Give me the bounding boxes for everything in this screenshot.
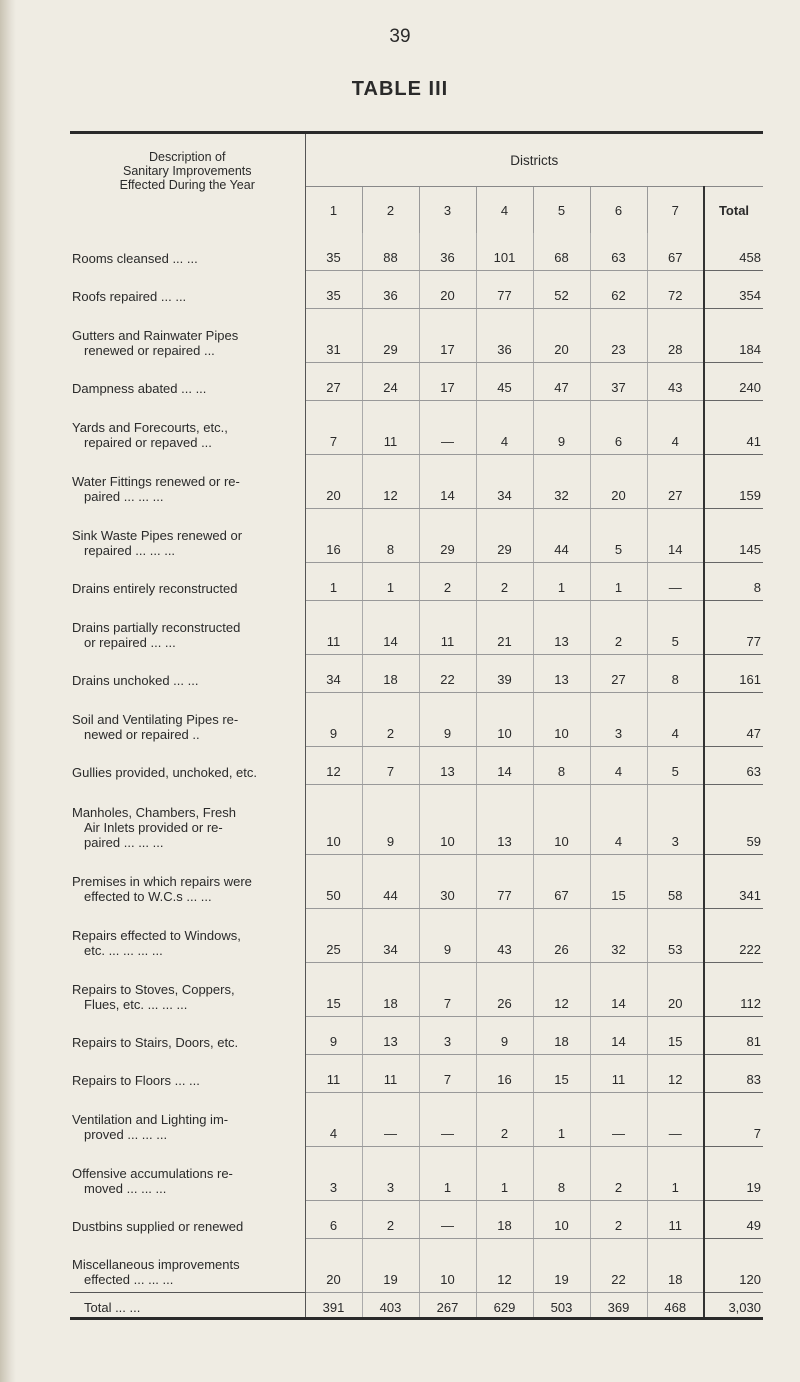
row-label-line: etc. ... ... ... ...	[84, 942, 163, 958]
row-label-line: Rooms cleansed ... ...	[72, 250, 198, 266]
row-label-line: Drains partially reconstructed	[72, 619, 241, 635]
cell-district-7: 4	[647, 401, 704, 455]
cell-district-6: 63	[590, 233, 647, 271]
cell-district-5: 13	[533, 655, 590, 693]
row-label	[70, 509, 305, 563]
cell-district-1: 20	[305, 1239, 362, 1293]
row-label	[70, 655, 305, 693]
cell-district-6: 20	[590, 455, 647, 509]
cell-district-2: 8	[362, 509, 419, 563]
cell-district-5: 26	[533, 909, 590, 963]
cell-district-7: 67	[647, 233, 704, 271]
description-header-line: Description of	[149, 150, 226, 164]
cell-district-7: 11	[647, 1201, 704, 1239]
row-label	[70, 1239, 305, 1293]
table-row	[70, 309, 763, 363]
row-label	[70, 363, 305, 401]
cell-district-5: 8	[533, 1147, 590, 1201]
table-row	[70, 785, 763, 855]
cell-district-6: 14	[590, 1017, 647, 1055]
row-label-line: or repaired ... ...	[84, 634, 176, 650]
row-label-line: Premises in which repairs were	[72, 873, 252, 889]
row-label	[70, 309, 305, 363]
cell-district-1: 3	[305, 1147, 362, 1201]
cell-district-7: 72	[647, 271, 704, 309]
cell-district-7: 1	[647, 1147, 704, 1201]
cell-district-4: 16	[476, 1055, 533, 1093]
description-header-line: Effected During the Year	[119, 178, 255, 192]
cell-district-2: 12	[362, 455, 419, 509]
cell-district-7: 8	[647, 655, 704, 693]
column-header-district-1: 1	[305, 187, 362, 234]
cell-district-3: 17	[419, 363, 476, 401]
table-row	[70, 401, 763, 455]
table-row	[70, 1017, 763, 1055]
description-header-line: Sanitary Improvements	[122, 164, 252, 178]
row-label	[70, 1055, 305, 1093]
cell-district-3: 2	[419, 563, 476, 601]
table-row	[70, 455, 763, 509]
cell-district-3: 9	[419, 909, 476, 963]
cell-district-2: 36	[362, 271, 419, 309]
row-label	[70, 909, 305, 963]
cell-district-2: 19	[362, 1239, 419, 1293]
row-label-line: Roofs repaired ... ...	[72, 288, 187, 304]
cell-district-6: 62	[590, 271, 647, 309]
cell-district-7: 5	[647, 747, 704, 785]
cell-district-1: 25	[305, 909, 362, 963]
cell-district-2: —	[362, 1093, 419, 1147]
total-label: Total ... ...	[70, 1293, 305, 1319]
row-label-line: repaired ... ... ...	[84, 542, 176, 558]
cell-district-5: 32	[533, 455, 590, 509]
cell-district-4: 43	[476, 909, 533, 963]
cell-district-3: 11	[419, 601, 476, 655]
cell-district-1: 12	[305, 747, 362, 785]
cell-district-4: 29	[476, 509, 533, 563]
cell-total: 63	[704, 747, 763, 785]
cell-district-6: 4	[590, 785, 647, 855]
cell-total: 145	[704, 509, 763, 563]
cell-district-5: 8	[533, 747, 590, 785]
cell-district-1: 1	[305, 563, 362, 601]
row-label-line: Repairs to Stairs, Doors, etc.	[72, 1034, 239, 1050]
cell-district-3: 29	[419, 509, 476, 563]
cell-district-2: 2	[362, 693, 419, 747]
cell-district-5: 52	[533, 271, 590, 309]
row-label-line: Repairs to Stoves, Coppers,	[72, 981, 235, 997]
row-label-line: Sink Waste Pipes renewed or	[72, 527, 243, 543]
cell-district-5: 47	[533, 363, 590, 401]
cell-district-2: 88	[362, 233, 419, 271]
cell-district-7: 58	[647, 855, 704, 909]
cell-district-3: 36	[419, 233, 476, 271]
cell-district-2: 24	[362, 363, 419, 401]
cell-district-1: 35	[305, 271, 362, 309]
table-row	[70, 601, 763, 655]
cell-total: 81	[704, 1017, 763, 1055]
cell-district-3: 3	[419, 1017, 476, 1055]
column-header-district-5: 5	[533, 187, 590, 234]
row-label	[70, 1201, 305, 1239]
cell-district-7: 5	[647, 601, 704, 655]
cell-district-4: 36	[476, 309, 533, 363]
row-label-line: Gullies provided, unchoked, etc.	[72, 764, 257, 780]
cell-district-7: 15	[647, 1017, 704, 1055]
row-label-line: Soil and Ventilating Pipes re-	[72, 711, 239, 727]
row-label-line: Repairs to Floors ... ...	[72, 1072, 200, 1088]
row-label	[70, 1017, 305, 1055]
cell-district-5: 18	[533, 1017, 590, 1055]
row-label	[70, 747, 305, 785]
row-label	[70, 401, 305, 455]
cell-district-3: —	[419, 1201, 476, 1239]
cell-district-1: 9	[305, 1017, 362, 1055]
row-label	[70, 693, 305, 747]
description-header	[70, 134, 305, 233]
cell-district-6: 3	[590, 693, 647, 747]
cell-district-6: 15	[590, 855, 647, 909]
row-label	[70, 855, 305, 909]
cell-district-4: 34	[476, 455, 533, 509]
column-header-total: Total	[704, 187, 763, 234]
cell-total: 41	[704, 401, 763, 455]
row-label-line: Air Inlets provided or re-	[84, 819, 223, 835]
cell-district-7: 20	[647, 963, 704, 1017]
row-label-line: Gutters and Rainwater Pipes	[72, 327, 239, 343]
row-label-line: Offensive accumulations re-	[72, 1165, 233, 1181]
row-label-line: Dampness abated ... ...	[72, 380, 207, 396]
row-label-line: moved ... ... ...	[84, 1180, 167, 1196]
cell-district-7: 43	[647, 363, 704, 401]
cell-district-5: 10	[533, 1201, 590, 1239]
total-district-5: 503	[533, 1293, 590, 1319]
cell-district-1: 35	[305, 233, 362, 271]
row-label-line: renewed or repaired ...	[84, 342, 215, 358]
row-label-line: Dustbins supplied or renewed	[72, 1218, 244, 1234]
cell-district-6: 6	[590, 401, 647, 455]
cell-total: 19	[704, 1147, 763, 1201]
cell-district-6: 2	[590, 601, 647, 655]
cell-district-7: 12	[647, 1055, 704, 1093]
cell-total: 49	[704, 1201, 763, 1239]
cell-district-4: 26	[476, 963, 533, 1017]
cell-district-3: 13	[419, 747, 476, 785]
cell-district-2: 2	[362, 1201, 419, 1239]
cell-district-1: 6	[305, 1201, 362, 1239]
cell-district-7: 18	[647, 1239, 704, 1293]
table-row	[70, 693, 763, 747]
cell-district-1: 10	[305, 785, 362, 855]
row-label-line: Flues, etc. ... ... ...	[84, 996, 188, 1012]
table-row	[70, 563, 763, 601]
cell-district-6: 32	[590, 909, 647, 963]
cell-total: 354	[704, 271, 763, 309]
table-row	[70, 1055, 763, 1093]
cell-district-2: 11	[362, 401, 419, 455]
cell-district-3: 1	[419, 1147, 476, 1201]
cell-district-1: 11	[305, 1055, 362, 1093]
row-label-line: Ventilation and Lighting im-	[72, 1111, 229, 1127]
grand-total: 3,030	[704, 1293, 763, 1319]
page-number: 39	[389, 26, 411, 47]
cell-total: 7	[704, 1093, 763, 1147]
table-row	[70, 509, 763, 563]
cell-district-5: 12	[533, 963, 590, 1017]
cell-district-3: 17	[419, 309, 476, 363]
sanitary-improvements-table	[70, 131, 763, 1320]
row-label-line: effected to W.C.s ... ...	[84, 888, 212, 904]
cell-district-3: 9	[419, 693, 476, 747]
total-district-4: 629	[476, 1293, 533, 1319]
row-label	[70, 233, 305, 271]
row-label-line: Manholes, Chambers, Fresh	[72, 804, 237, 820]
table-row	[70, 1201, 763, 1239]
cell-district-6: 22	[590, 1239, 647, 1293]
cell-district-7: 4	[647, 693, 704, 747]
column-header-district-2: 2	[362, 187, 419, 234]
cell-district-6: 27	[590, 655, 647, 693]
total-district-6: 369	[590, 1293, 647, 1319]
cell-district-4: 45	[476, 363, 533, 401]
cell-district-3: 7	[419, 963, 476, 1017]
cell-district-6: 4	[590, 747, 647, 785]
table-row	[70, 747, 763, 785]
cell-district-2: 11	[362, 1055, 419, 1093]
cell-district-6: 11	[590, 1055, 647, 1093]
cell-district-4: 13	[476, 785, 533, 855]
column-header-district-7: 7	[647, 187, 704, 234]
cell-district-2: 18	[362, 655, 419, 693]
cell-district-4: 1	[476, 1147, 533, 1201]
total-row	[70, 1293, 763, 1319]
cell-district-1: 11	[305, 601, 362, 655]
table-row	[70, 363, 763, 401]
cell-district-2: 3	[362, 1147, 419, 1201]
cell-district-4: 10	[476, 693, 533, 747]
table-row	[70, 1093, 763, 1147]
cell-district-7: —	[647, 1093, 704, 1147]
cell-district-3: 22	[419, 655, 476, 693]
cell-district-4: 101	[476, 233, 533, 271]
cell-total: 120	[704, 1239, 763, 1293]
page-title: TABLE III	[351, 78, 449, 100]
cell-district-3: 30	[419, 855, 476, 909]
row-label-line: paired ... ... ...	[84, 834, 164, 850]
cell-district-5: 1	[533, 563, 590, 601]
table-row	[70, 963, 763, 1017]
cell-district-1: 20	[305, 455, 362, 509]
cell-district-4: 9	[476, 1017, 533, 1055]
table-row	[70, 909, 763, 963]
total-district-1: 391	[305, 1293, 362, 1319]
cell-district-5: 13	[533, 601, 590, 655]
row-label-line: Drains unchoked ... ...	[72, 672, 199, 688]
cell-district-7: 14	[647, 509, 704, 563]
cell-total: 458	[704, 233, 763, 271]
cell-district-3: 10	[419, 1239, 476, 1293]
table-row	[70, 655, 763, 693]
row-label-line: Drains entirely reconstructed	[72, 580, 238, 596]
cell-district-1: 27	[305, 363, 362, 401]
cell-district-6: 23	[590, 309, 647, 363]
row-label	[70, 963, 305, 1017]
row-label	[70, 601, 305, 655]
cell-district-5: 67	[533, 855, 590, 909]
row-label-line: paired ... ... ...	[84, 488, 164, 504]
cell-district-3: 10	[419, 785, 476, 855]
scan-edge-shadow	[0, 0, 16, 1382]
cell-district-5: 68	[533, 233, 590, 271]
cell-district-7: —	[647, 563, 704, 601]
cell-district-4: 2	[476, 1093, 533, 1147]
row-label	[70, 1147, 305, 1201]
districts-header: Districts	[305, 134, 763, 187]
cell-district-1: 15	[305, 963, 362, 1017]
bottom-rule	[70, 1319, 763, 1321]
row-label	[70, 271, 305, 309]
cell-district-3: —	[419, 401, 476, 455]
table-row	[70, 855, 763, 909]
row-label	[70, 785, 305, 855]
cell-district-1: 9	[305, 693, 362, 747]
total-district-2: 403	[362, 1293, 419, 1319]
cell-district-5: 20	[533, 309, 590, 363]
cell-district-6: —	[590, 1093, 647, 1147]
cell-total: 159	[704, 455, 763, 509]
cell-district-4: 4	[476, 401, 533, 455]
row-label	[70, 563, 305, 601]
cell-district-5: 15	[533, 1055, 590, 1093]
row-label-line: Water Fittings renewed or re-	[72, 473, 240, 489]
cell-district-2: 29	[362, 309, 419, 363]
table-row	[70, 271, 763, 309]
header-row-districts	[70, 134, 763, 187]
row-label-line: Miscellaneous improvements	[72, 1257, 240, 1272]
cell-district-7: 28	[647, 309, 704, 363]
cell-district-1: 50	[305, 855, 362, 909]
cell-district-1: 7	[305, 401, 362, 455]
cell-district-3: 7	[419, 1055, 476, 1093]
cell-district-5: 10	[533, 785, 590, 855]
column-header-district-3: 3	[419, 187, 476, 234]
cell-district-7: 3	[647, 785, 704, 855]
row-label-line: proved ... ... ...	[84, 1126, 168, 1142]
table-row	[70, 1147, 763, 1201]
cell-total: 83	[704, 1055, 763, 1093]
cell-district-5: 10	[533, 693, 590, 747]
row-label-line: newed or repaired ..	[84, 726, 200, 742]
cell-district-3: —	[419, 1093, 476, 1147]
total-district-3: 267	[419, 1293, 476, 1319]
cell-district-2: 14	[362, 601, 419, 655]
column-header-district-6: 6	[590, 187, 647, 234]
table-row	[70, 1239, 763, 1293]
cell-district-2: 34	[362, 909, 419, 963]
cell-district-4: 18	[476, 1201, 533, 1239]
cell-total: 184	[704, 309, 763, 363]
cell-district-7: 53	[647, 909, 704, 963]
cell-district-4: 21	[476, 601, 533, 655]
cell-district-6: 2	[590, 1201, 647, 1239]
row-label-line: Repairs effected to Windows,	[72, 927, 241, 943]
cell-district-6: 14	[590, 963, 647, 1017]
cell-district-6: 1	[590, 563, 647, 601]
cell-district-5: 1	[533, 1093, 590, 1147]
cell-district-1: 34	[305, 655, 362, 693]
cell-district-6: 37	[590, 363, 647, 401]
cell-district-2: 1	[362, 563, 419, 601]
cell-district-7: 27	[647, 455, 704, 509]
cell-district-6: 5	[590, 509, 647, 563]
cell-district-4: 12	[476, 1239, 533, 1293]
row-label-line: Yards and Forecourts, etc.,	[72, 419, 228, 435]
cell-district-5: 9	[533, 401, 590, 455]
cell-district-1: 31	[305, 309, 362, 363]
cell-district-1: 16	[305, 509, 362, 563]
cell-district-4: 77	[476, 855, 533, 909]
table-row	[70, 233, 763, 271]
row-label	[70, 1093, 305, 1147]
cell-total: 8	[704, 563, 763, 601]
cell-district-6: 2	[590, 1147, 647, 1201]
row-label-line: effected ... ... ...	[84, 1272, 174, 1287]
cell-district-4: 14	[476, 747, 533, 785]
row-label	[70, 455, 305, 509]
table-body	[70, 233, 763, 1293]
cell-total: 59	[704, 785, 763, 855]
cell-total: 222	[704, 909, 763, 963]
cell-district-2: 9	[362, 785, 419, 855]
row-label-line: repaired or repaved ...	[84, 434, 212, 450]
column-header-district-4: 4	[476, 187, 533, 234]
cell-district-2: 7	[362, 747, 419, 785]
cell-district-3: 14	[419, 455, 476, 509]
cell-district-3: 20	[419, 271, 476, 309]
cell-total: 112	[704, 963, 763, 1017]
cell-district-4: 39	[476, 655, 533, 693]
cell-district-5: 44	[533, 509, 590, 563]
cell-total: 77	[704, 601, 763, 655]
cell-district-4: 77	[476, 271, 533, 309]
cell-district-2: 13	[362, 1017, 419, 1055]
cell-total: 161	[704, 655, 763, 693]
cell-total: 47	[704, 693, 763, 747]
cell-district-2: 44	[362, 855, 419, 909]
cell-total: 341	[704, 855, 763, 909]
cell-district-4: 2	[476, 563, 533, 601]
cell-district-2: 18	[362, 963, 419, 1017]
cell-district-5: 19	[533, 1239, 590, 1293]
cell-total: 240	[704, 363, 763, 401]
total-district-7: 468	[647, 1293, 704, 1319]
cell-district-1: 4	[305, 1093, 362, 1147]
